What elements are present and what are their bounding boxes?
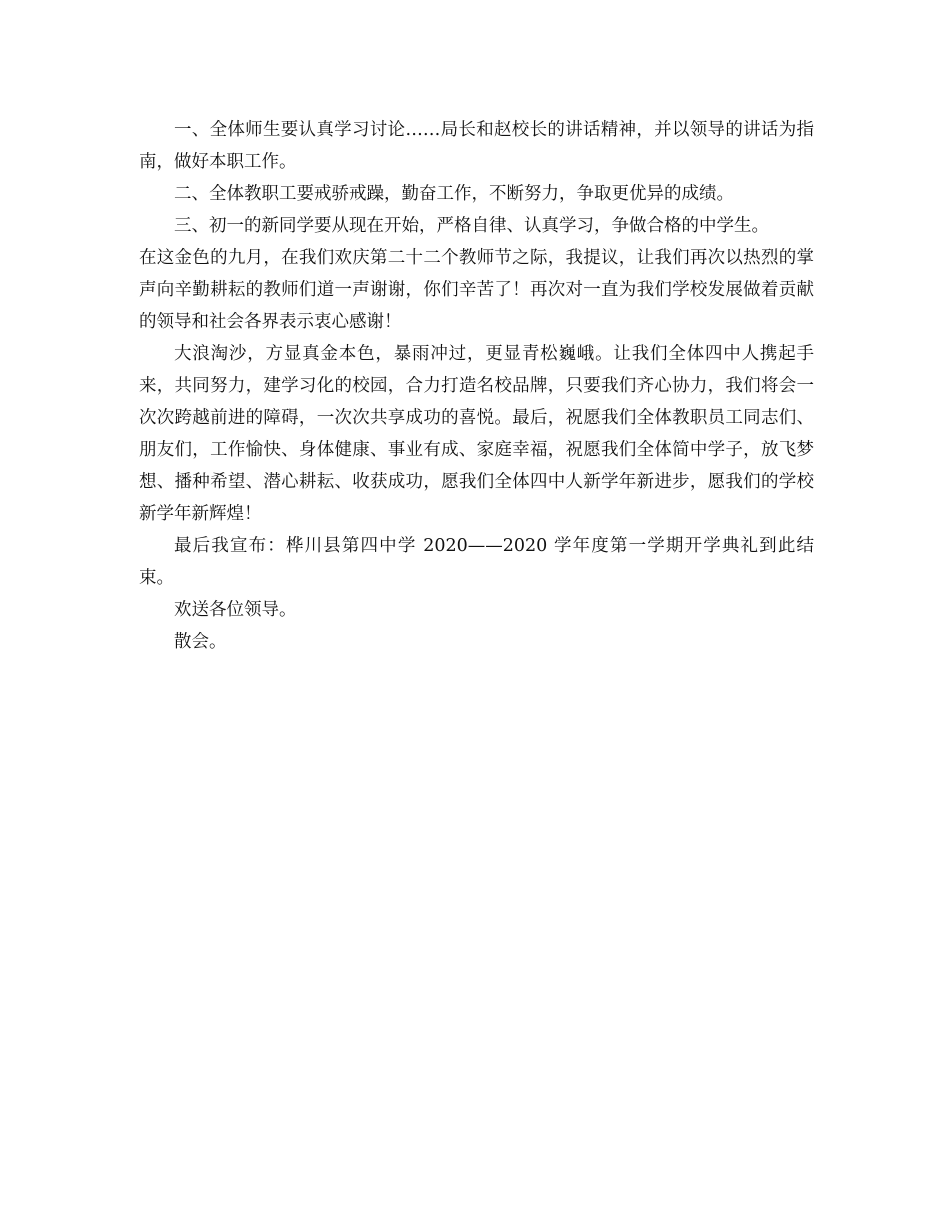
paragraph-adjourn: 散会。 [174, 632, 227, 652]
paragraph-teachers-day-thanks: 在这金色的九月，在我们欢庆第二十二个教师节之际，我提议，让我们再次以热烈的掌声向辛勤耕耘的教师们道一声谢谢，你们辛苦了！再次对一直为我们学校发展做着贡献的领导和社会各界表示衷心感谢！ [139, 248, 814, 332]
paragraph-staff-effort: 二、全体教职工要戒骄戒躁，勤奋工作，不断努力，争取更优异的成绩。 [174, 184, 734, 204]
paragraph-new-students: 三、初一的新同学要从现在开始，严格自律、认真学习，争做合格的中学生。 [174, 216, 769, 236]
paragraph-study-speech: 一、全体师生要认真学习讨论……局长和赵校长的讲话精神，并以领导的讲话为指南，做好本职工作。 [139, 120, 814, 172]
paragraph-farewell-leaders: 欢送各位领导。 [174, 600, 297, 620]
paragraph-closing-wishes: 大浪淘沙，方显真金本色，暴雨冲过，更显青松巍峨。让我们全体四中人携起手来，共同努力，建学习化的校园，合力打造名校品牌，只要我们齐心协力，我们将会一次次跨越前进的障碍，一次次共享成功的喜悦。最后，祝愿我们全体教职员工同志们、朋友们，工作愉快、身体健康、事业有成、家庭幸福，祝愿我们全体简中学子，放飞梦想、播种希望、潜心耕耘、收获成功，愿我们全体四中人新学年新进步，愿我们的学校新学年新辉煌！ [139, 344, 814, 524]
document-body [139, 114, 814, 658]
paragraph-ceremony-close: 最后我宣布：桦川县第四中学 2020——2020 学年度第一学期开学典礼到此结束。 [139, 536, 814, 588]
